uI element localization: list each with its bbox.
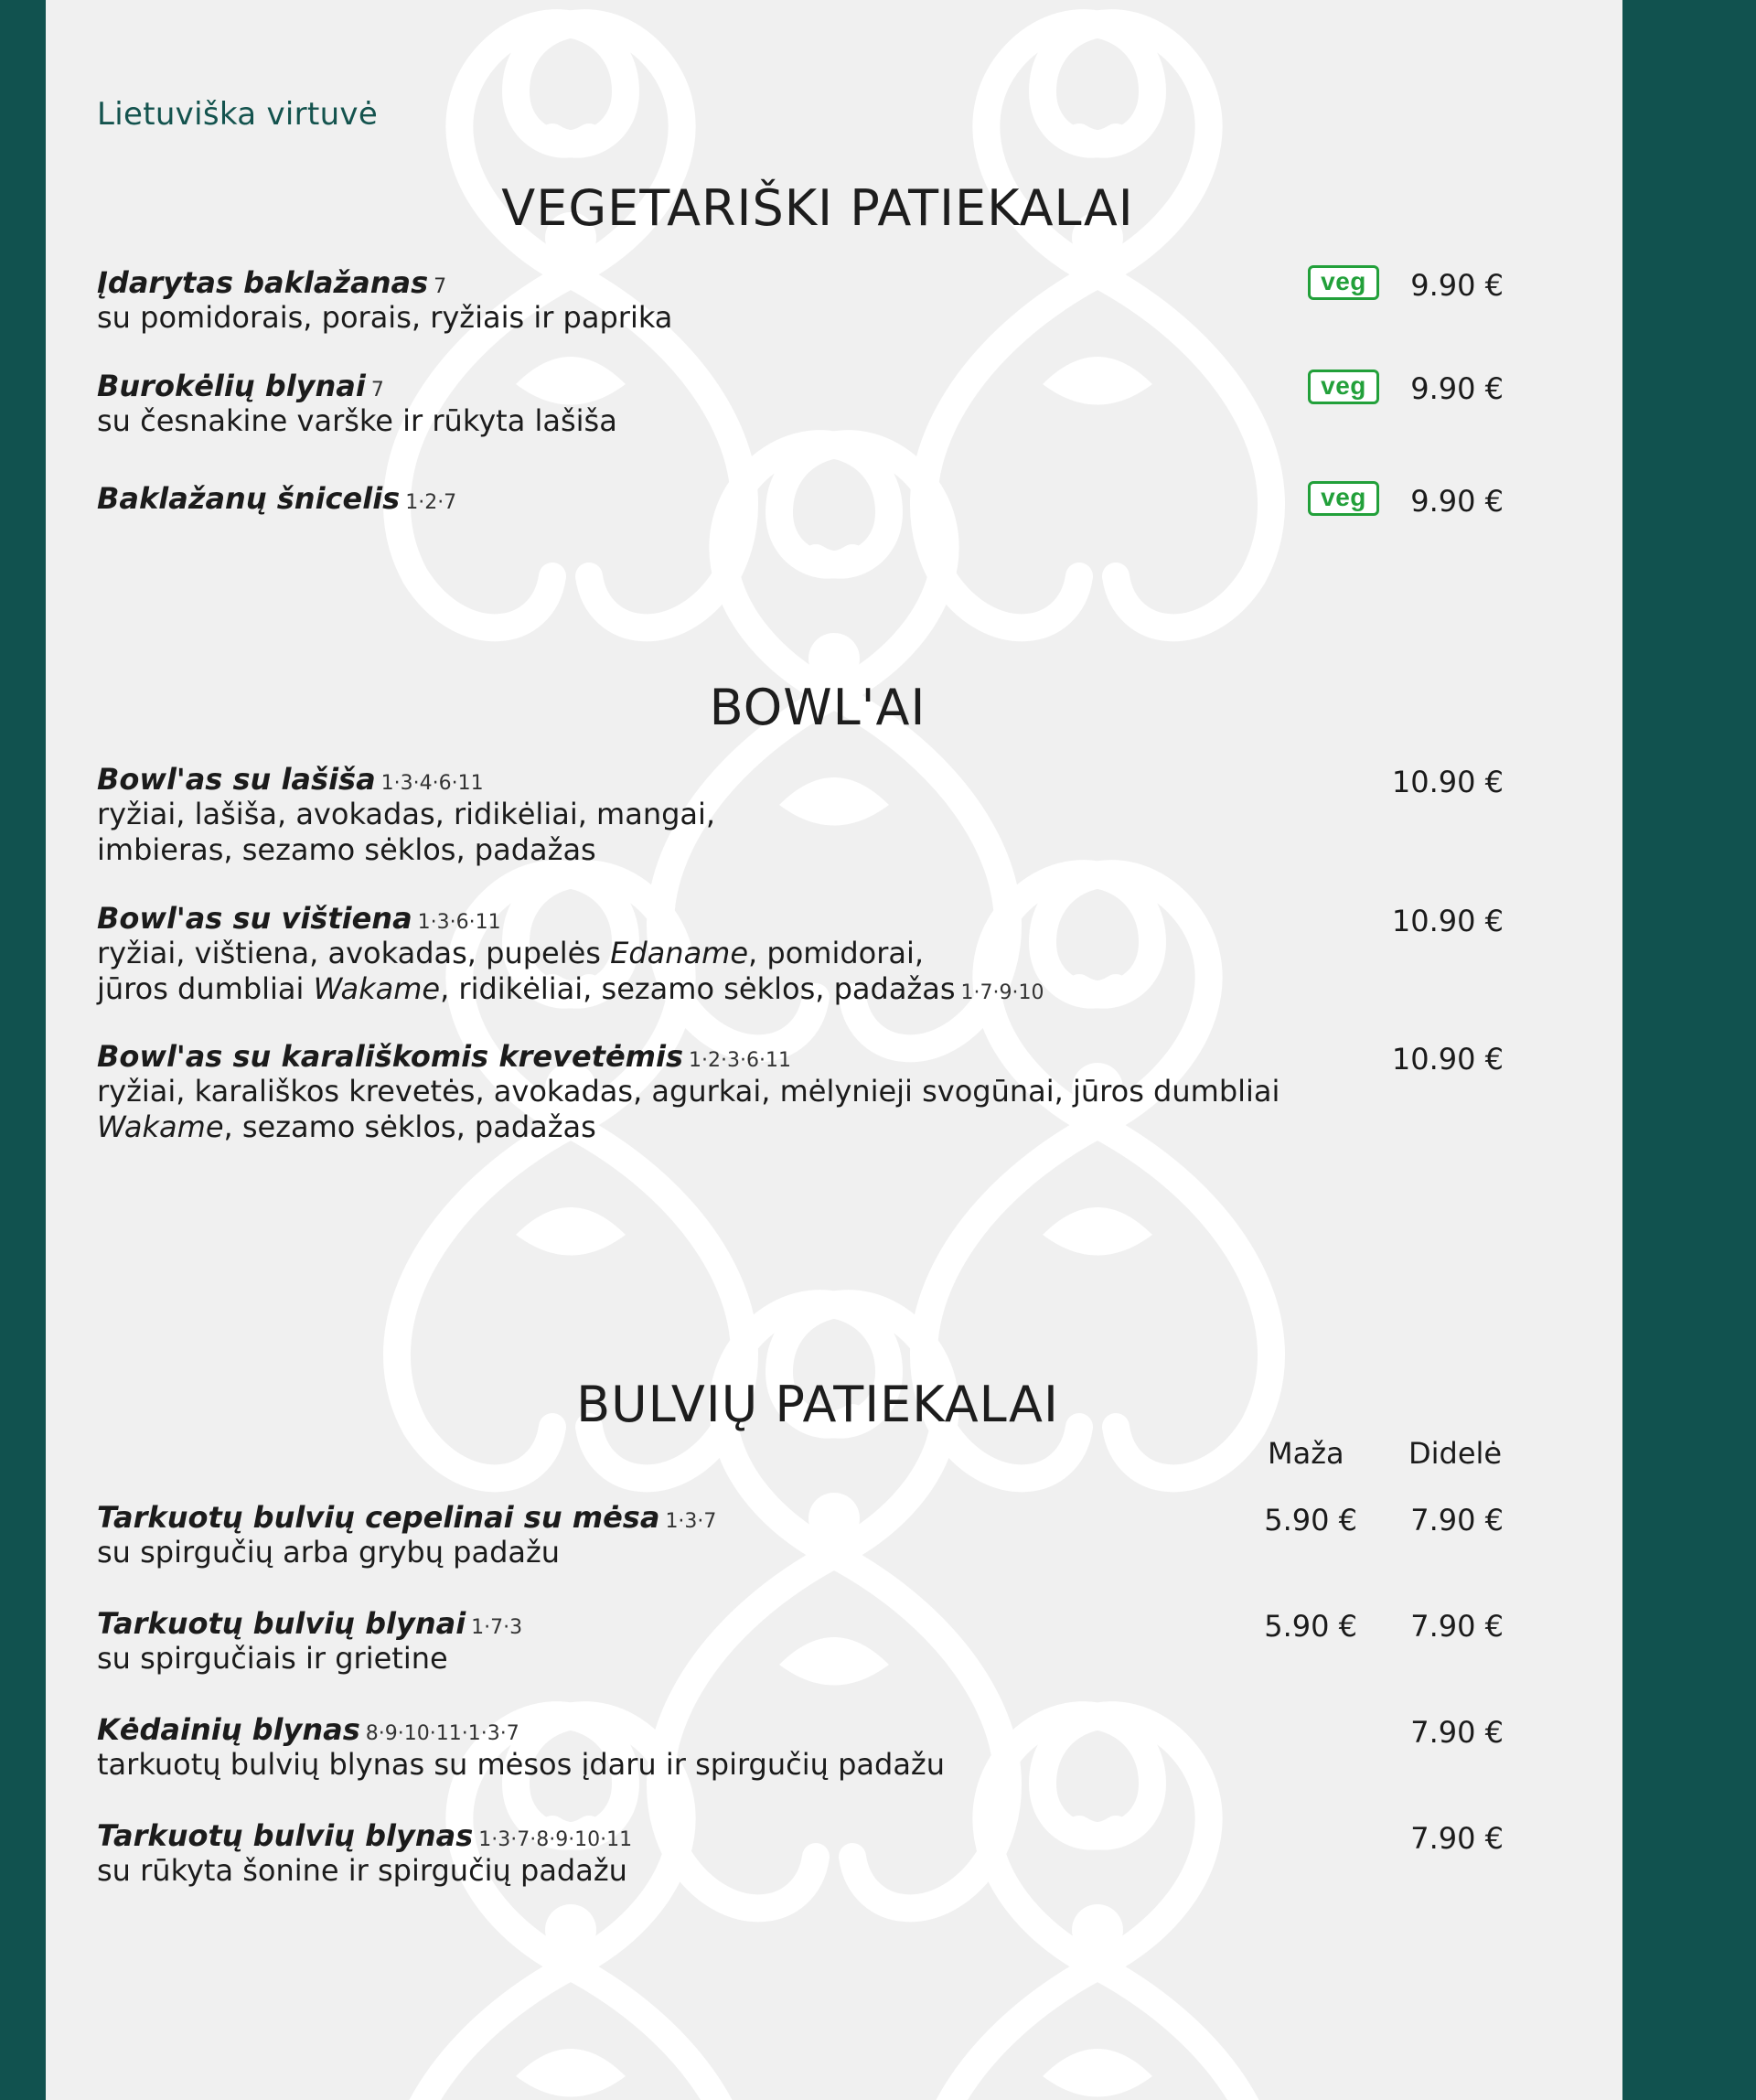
item-description-line xyxy=(97,971,1560,1011)
item-description: su česnakine varške ir rūkyta lašiša xyxy=(97,403,617,438)
allergen-codes: 8·9·10·11·1·3·7 xyxy=(365,1722,519,1745)
item-price: 9.90 € xyxy=(1410,484,1504,519)
menu-item xyxy=(97,762,1560,868)
menu-item xyxy=(97,1818,1560,1889)
column-header-small: Maža xyxy=(1268,1436,1344,1471)
desc-text: , pomidorai, xyxy=(748,936,925,970)
item-price: 10.90 € xyxy=(1391,1042,1504,1077)
item-name: Įdarytas baklažanas xyxy=(97,265,429,300)
item-name: Tarkuotų bulvių blynai xyxy=(97,1606,466,1641)
menu-item xyxy=(97,901,1560,1011)
allergen-codes: 7 xyxy=(370,379,384,402)
menu-item xyxy=(97,1712,1560,1783)
item-name: Bowl'as su vištiena xyxy=(97,901,412,936)
item-price-small: 5.90 € xyxy=(1264,1609,1357,1644)
item-name: Bowl'as su lašiša xyxy=(97,762,376,797)
desc-text: jūros dumbliai xyxy=(97,971,314,1006)
item-description: su rūkyta šonine ir spirgučių padažu xyxy=(97,1853,627,1888)
cuisine-subtitle: Lietuviška virtuvė xyxy=(97,96,379,133)
item-name: Kėdainių blynas xyxy=(97,1712,360,1747)
item-name: Baklažanų šnicelis xyxy=(97,481,401,516)
section-title-vegetarian: VEGETARIŠKI PATIEKALAI xyxy=(501,179,1134,237)
item-name: Bowl'as su karališkomis krevetėmis xyxy=(97,1039,683,1074)
item-description-line xyxy=(97,936,1560,971)
item-price-large: 7.90 € xyxy=(1410,1503,1504,1538)
allergen-codes: 1·3·7 xyxy=(665,1510,717,1533)
veg-badge: veg xyxy=(1308,481,1379,516)
item-price: 9.90 € xyxy=(1410,371,1504,406)
desc-text: , sezamo sėklos, padažas xyxy=(223,1109,596,1144)
allergen-codes: 1·2·7 xyxy=(405,491,457,514)
item-price-large: 7.90 € xyxy=(1410,1715,1504,1750)
item-description-line: ryžiai, lašiša, avokadas, ridikėliai, mangai, xyxy=(97,797,716,831)
allergen-codes: 1·2·3·6·11 xyxy=(689,1049,791,1072)
item-price: 10.90 € xyxy=(1391,904,1504,938)
item-price: 10.90 € xyxy=(1391,765,1504,799)
item-description-line: imbieras, sezamo sėklos, padažas xyxy=(97,832,596,867)
desc-emphasis: Wakame xyxy=(97,1109,224,1144)
allergen-codes: 1·7·3 xyxy=(471,1616,523,1639)
item-description: su spirgučiais ir grietine xyxy=(97,1641,448,1676)
desc-emphasis: Edaname xyxy=(610,936,749,970)
menu-page xyxy=(46,0,1622,2100)
item-name: Tarkuotų bulvių blynas xyxy=(97,1818,474,1853)
allergen-codes: 1·7·9·10 xyxy=(960,981,1044,1004)
item-name: Burokėlių blynai xyxy=(97,369,366,403)
item-price: 9.90 € xyxy=(1410,268,1504,303)
item-price-large: 7.90 € xyxy=(1410,1609,1504,1644)
veg-badge: veg xyxy=(1308,265,1379,300)
menu-content xyxy=(46,0,1622,2100)
section-title-potato: BULVIŲ PATIEKALAI xyxy=(576,1376,1059,1433)
item-description: su spirgučių arba grybų padažu xyxy=(97,1535,561,1570)
item-price-large: 7.90 € xyxy=(1410,1821,1504,1856)
item-description: su pomidorais, porais, ryžiais ir paprika xyxy=(97,300,673,335)
veg-badge: veg xyxy=(1308,370,1379,404)
desc-emphasis: Wakame xyxy=(313,971,441,1006)
desc-text: , ridikėliai, sezamo sėklos, padažas xyxy=(440,971,956,1006)
allergen-codes: 1·3·7·8·9·10·11 xyxy=(478,1828,633,1851)
allergen-codes: 1·3·6·11 xyxy=(417,911,501,934)
section-title-bowls: BOWL'AI xyxy=(709,679,926,736)
item-description-line xyxy=(97,1109,1560,1145)
menu-item xyxy=(97,1039,1560,1145)
desc-text: ryžiai, vištiena, avokadas, pupelės xyxy=(97,936,611,970)
item-description-line: ryžiai, karališkos krevetės, avokadas, agurkai, mėlynieji svogūnai, jūros dumbliai xyxy=(97,1074,1280,1109)
item-name: Tarkuotų bulvių cepelinai su mėsa xyxy=(97,1500,660,1535)
column-header-large: Didelė xyxy=(1408,1436,1503,1471)
item-price-small: 5.90 € xyxy=(1264,1503,1357,1538)
allergen-codes: 7 xyxy=(434,275,447,298)
allergen-codes: 1·3·4·6·11 xyxy=(380,772,484,795)
item-description: tarkuotų bulvių blynas su mėsos įdaru ir spirgučių padažu xyxy=(97,1747,945,1782)
